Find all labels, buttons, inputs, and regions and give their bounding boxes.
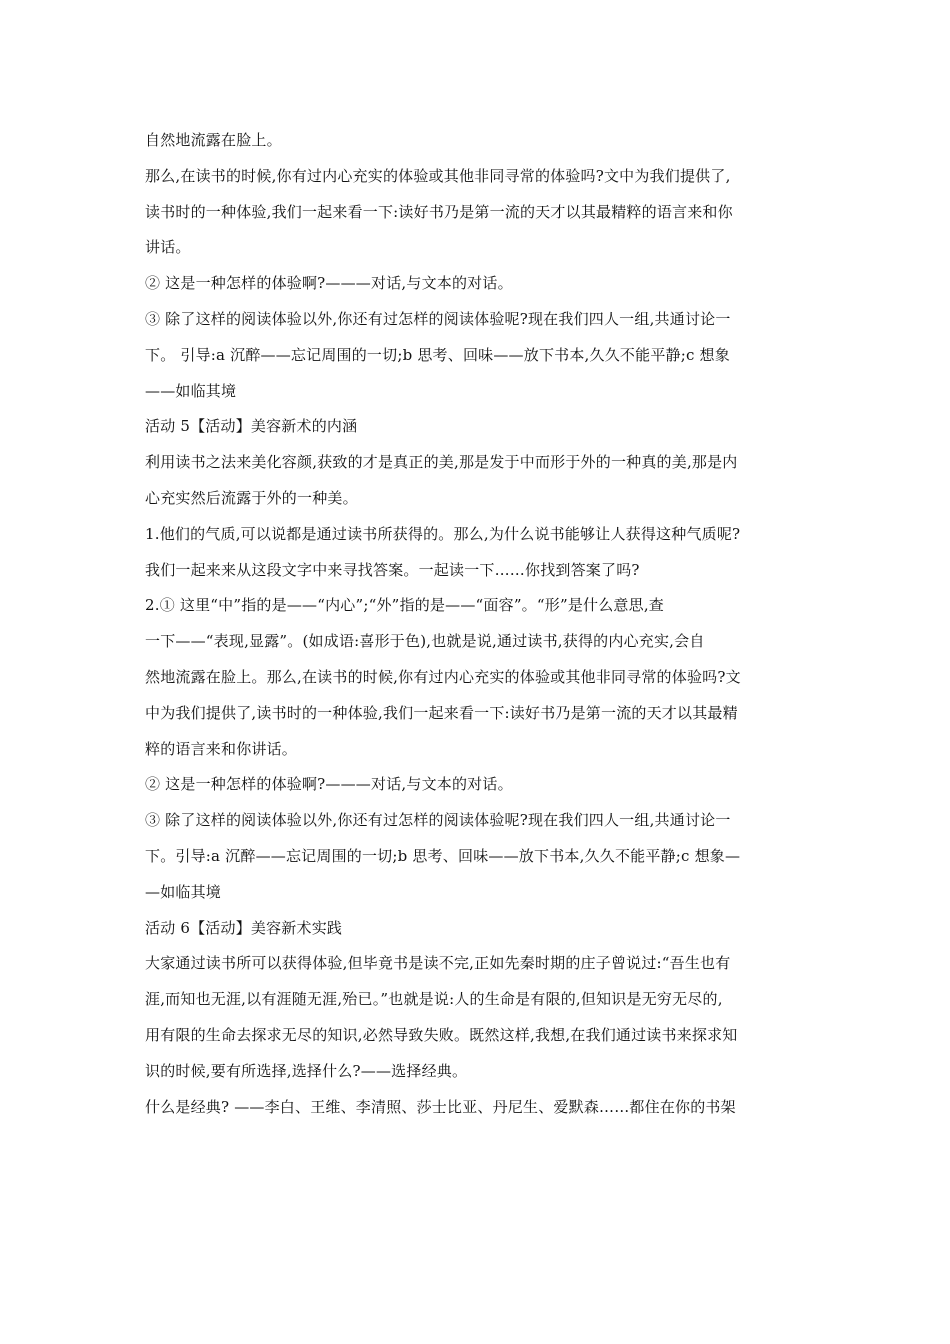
document-body — [145, 123, 810, 1125]
text-line: ③ 除了这样的阅读体验以外,你还有过怎样的阅读体验呢?现在我们四人一组,共通讨论一 — [145, 811, 731, 830]
text-line: 自然地流露在脸上。 — [145, 131, 282, 149]
section-heading: 活动 5【活动】美容新术的内涵 — [145, 417, 358, 436]
text-line: 1.他们的气质,可以说都是通过读书所获得的。那么,为什么说书能够让人获得这种气质呢? — [145, 524, 741, 543]
section-heading: 活动 6【活动】美容新术实践 — [145, 918, 343, 937]
text-line: ② 这是一种怎样的体验啊?———对话,与文本的对话。 — [145, 775, 513, 794]
text-line: 用有限的生命去探求无尽的知识,必然导致失败。既然这样,我想,在我们通过读书来探求知 — [145, 1025, 738, 1044]
text-line: 下。 引导:a 沉醉——忘记周围的一切;b 思考、回味——放下书本,久久不能平静;c 想象 — [145, 345, 730, 364]
text-line: 然地流露在脸上。那么,在读书的时候,你有过内心充实的体验或其他非同寻常的体验吗?文 — [145, 667, 741, 686]
text-line: 我们一起来来从这段文字中来寻找答案。一起读一下……你找到答案了吗? — [145, 560, 640, 579]
text-line: ——如临其境 — [145, 381, 237, 400]
text-line: 下。引导:a 沉醉——忘记周围的一切;b 思考、回味——放下书本,久久不能平静;c 想象— — [145, 846, 741, 865]
text-line: 什么是经典? ——李白、王维、李清照、莎士比亚、丹尼生、爱默森……都住在你的书架 — [145, 1097, 736, 1116]
text-line: 那么,在读书的时候,你有过内心充实的体验或其他非同寻常的体验吗?文中为我们提供了, — [145, 166, 731, 185]
text-line: 讲话。 — [145, 238, 191, 257]
text-line: —如临其境 — [145, 882, 222, 901]
text-line: 粹的语言来和你讲话。 — [145, 739, 298, 758]
text-line: 读书时的一种体验,我们一起来看一下:读好书乃是第一流的天才以其最精粹的语言来和你 — [145, 202, 733, 221]
text-line: 2.① 这里“中”指的是——“内心”;“外”指的是——“面容”。“形”是什么意思,查 — [145, 596, 664, 615]
text-line: ③ 除了这样的阅读体验以外,你还有过怎样的阅读体验呢?现在我们四人一组,共通讨论一 — [145, 309, 731, 328]
text-line: 涯,而知也无涯,以有涯随无涯,殆已。”也就是说:人的生命是有限的,但知识是无穷无尽的, — [145, 990, 723, 1009]
text-line: 一下——“表现,显露”。(如成语:喜形于色),也就是说,通过读书,获得的内心充实,会自 — [145, 632, 705, 651]
text-line: 利用读书之法来美化容颜,获致的才是真正的美,那是发于中而形于外的一种真的美,那是内 — [145, 453, 738, 472]
text-line: ② 这是一种怎样的体验啊?———对话,与文本的对话。 — [145, 274, 513, 293]
text-line: 大家通过读书所可以获得体验,但毕竟书是读不完,正如先秦时期的庄子曾说过:“吾生也有 — [145, 954, 731, 973]
text-line: 中为我们提供了,读书时的一种体验,我们一起来看一下:读好书乃是第一流的天才以其最精 — [145, 703, 738, 722]
text-line: 识的时候,要有所选择,选择什么?——选择经典。 — [145, 1061, 468, 1080]
text-line: 心充实然后流露于外的一种美。 — [145, 488, 358, 507]
